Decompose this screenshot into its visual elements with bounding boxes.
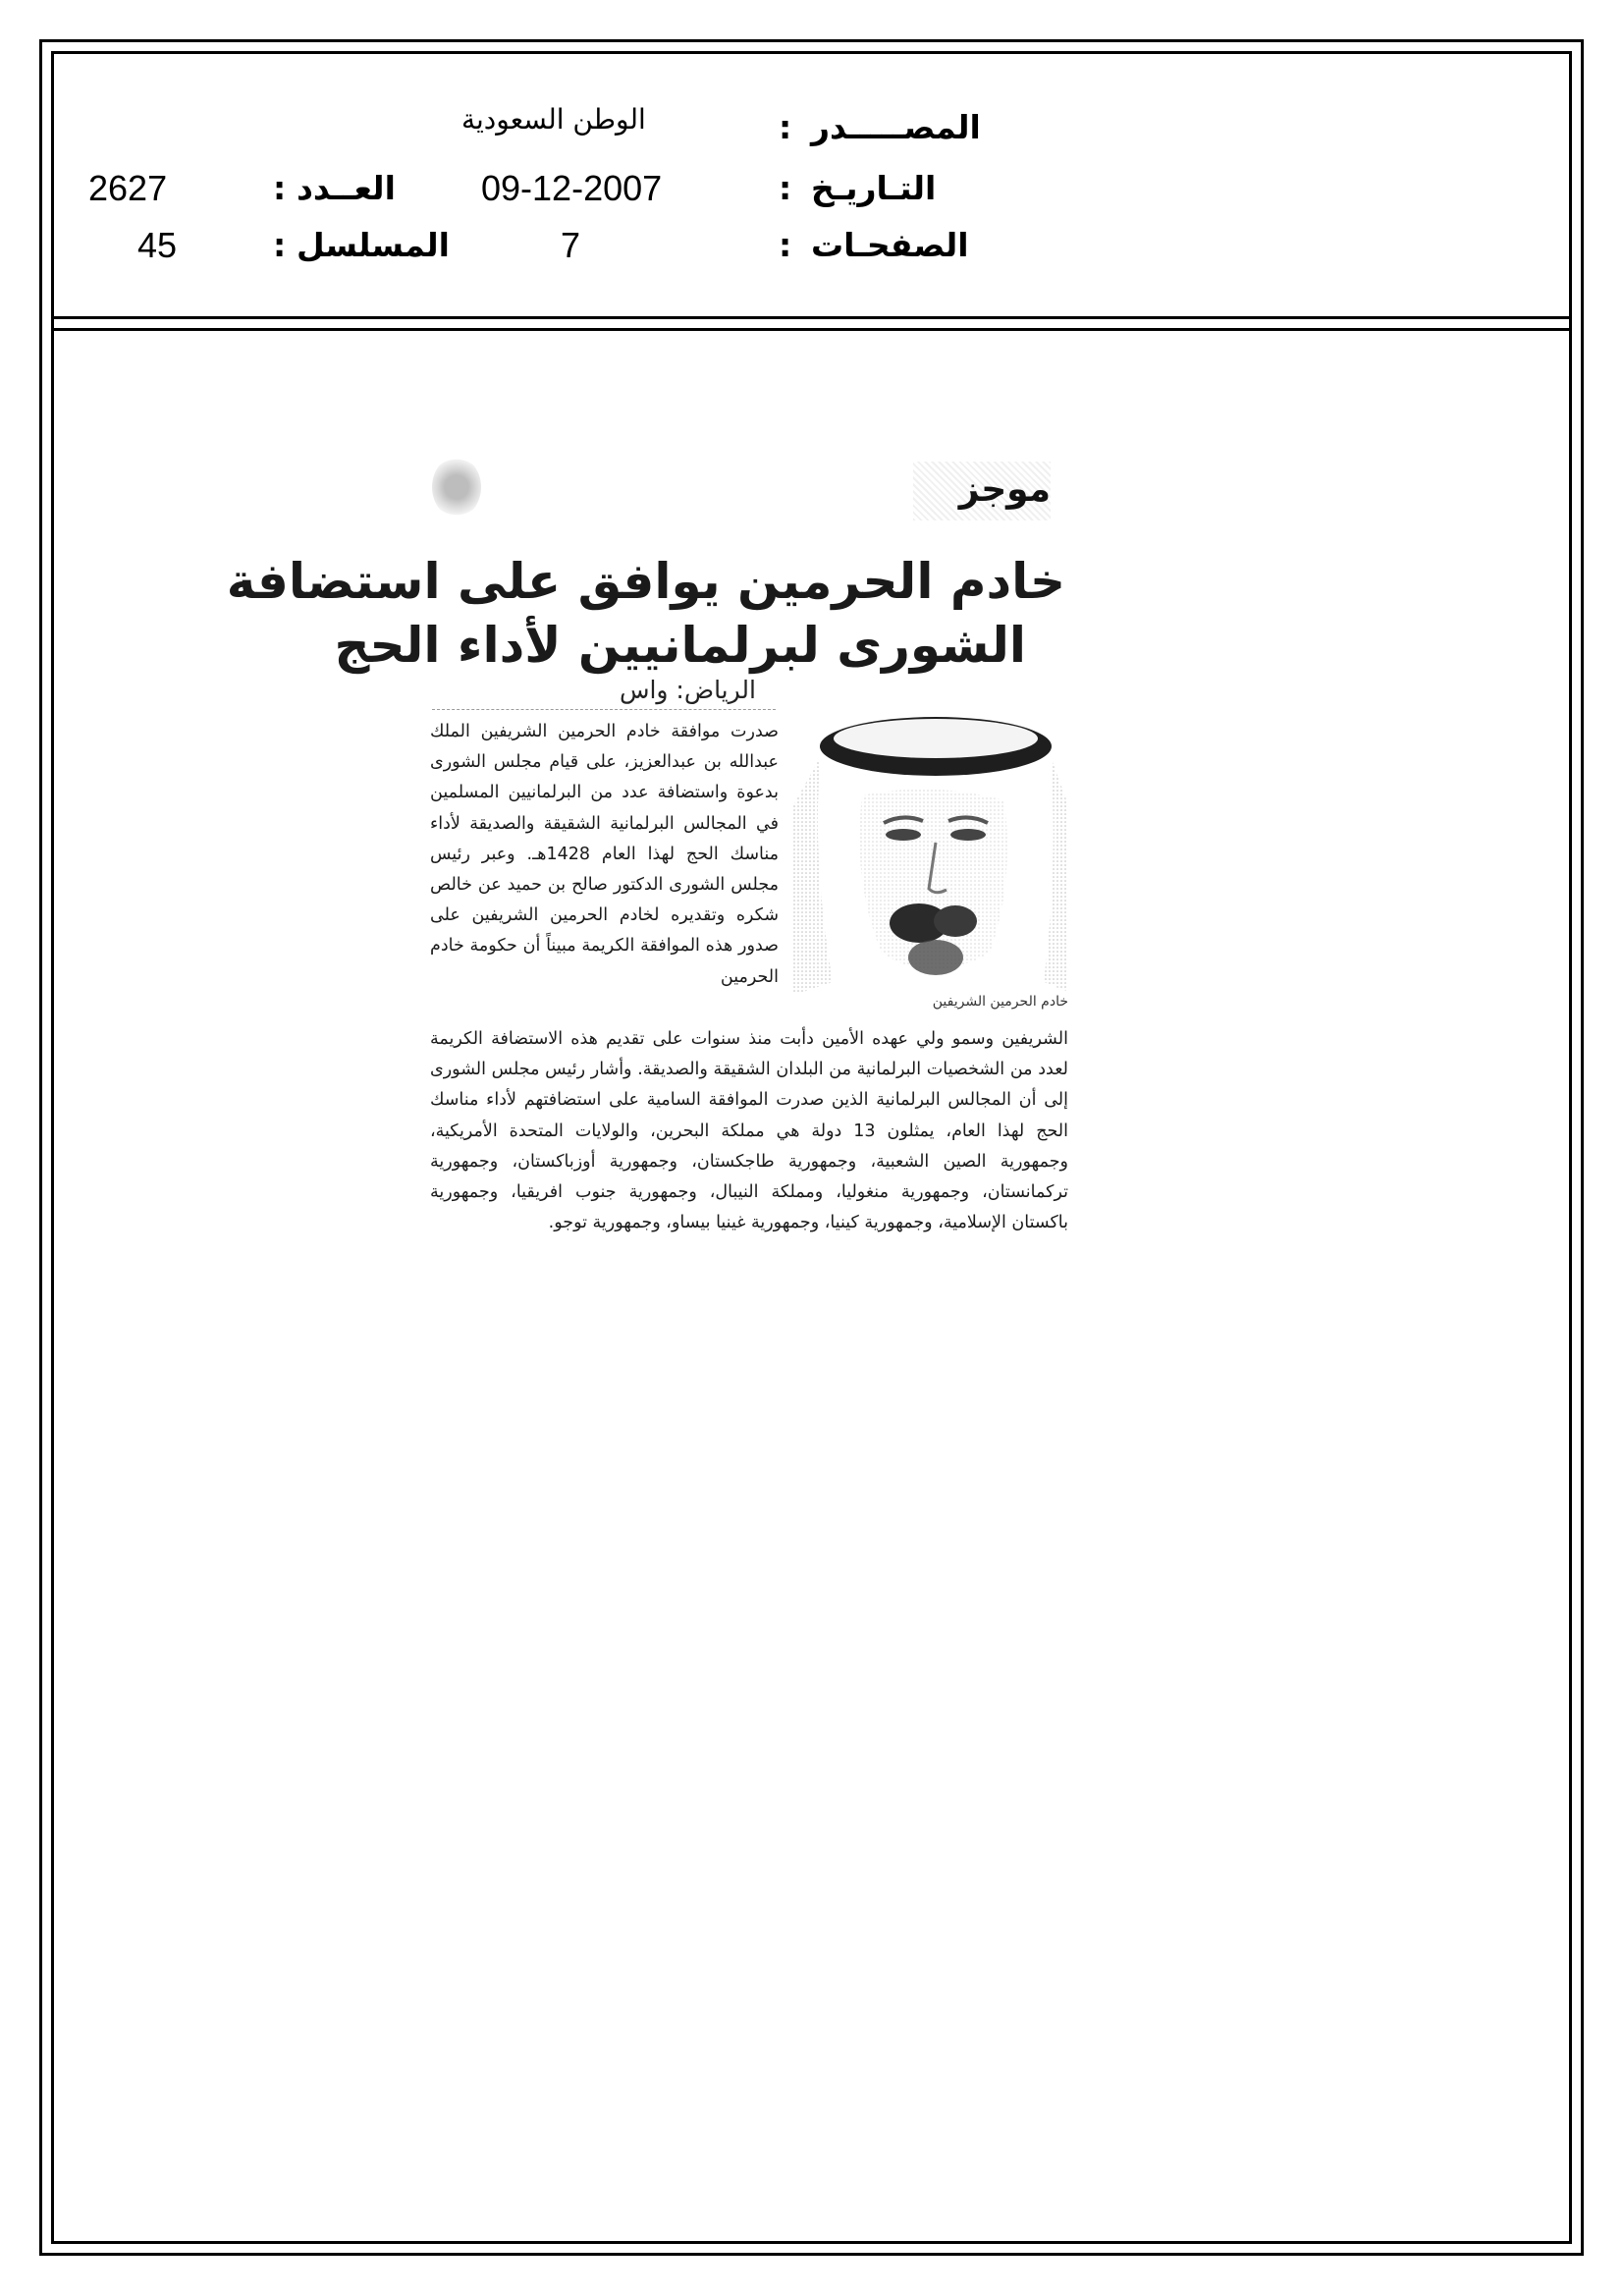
- serial-label: المسلسل: [297, 226, 450, 264]
- serial-colon: :: [273, 226, 287, 264]
- issue-colon: :: [273, 169, 287, 207]
- source-label: المصـــــدر: [811, 108, 981, 146]
- photo-caption: خادم الحرمين الشريفين: [932, 994, 1068, 1010]
- date-label: التـاريـخ: [811, 169, 937, 207]
- issue-label: العــدد: [297, 169, 396, 207]
- section-kicker: موجز: [913, 462, 1051, 520]
- date-value: 09-12-2007: [481, 168, 663, 208]
- article-byline: الرياض: واس: [619, 676, 756, 704]
- article-body-column: صدرت موافقة خادم الحرمين الشريفين الملك عبدالله بن عبدالعزيز، على قيام مجلس الشورى بدعوة واستضافة عدد من البرلمانيين المسلمين في المجالس البرلمانية الشقيقة والصديقة لأداء مناسك الحج لهذا العام 1428هـ. وعبر رئيس مجلس الشورى الدكتور صالح بن حميد عن خالص شكره وتقديره لخادم الحرمين الشريفين على صدور هذه الموافقة الكريمة مبيناً أن حكومة خادم الحرمين: [430, 722, 779, 987]
- header-divider: [51, 316, 1572, 319]
- source-colon: :: [779, 108, 792, 146]
- article-headline-line1: خادم الحرمين يوافق على استضافة: [226, 553, 1065, 610]
- portrait-illustration: [793, 687, 1068, 992]
- date-colon: :: [779, 169, 792, 207]
- issue-value: 2627: [88, 168, 168, 208]
- portrait-photo: [793, 687, 1068, 992]
- source-value: الوطن السعودية: [461, 103, 646, 136]
- pages-label: الصفحـات: [811, 226, 969, 264]
- pages-colon: :: [779, 226, 792, 264]
- byline-divider: [432, 709, 776, 710]
- pages-value: 7: [561, 225, 581, 265]
- serial-value: 45: [137, 225, 178, 265]
- article-headline-line2: الشورى لبرلمانيين لأداء الحج: [334, 617, 1026, 674]
- halftone-dot-ornament: [432, 457, 481, 518]
- header-divider-double: [51, 328, 1572, 331]
- article-body-fullwidth: الشريفين وسمو ولي عهده الأمين دأبت منذ سنوات على تقديم هذه الاستضافة الكريمة لعدد من الشخصيات البرلمانية من البلدان الشقيقة والصديقة. وأشار رئيس مجلس الشورى إلى أن المجالس البرلمانية الذين صدرت الموافقة السامية على استضافتهم لأداء مناسك الحج لهذا العام، يمثلون 13 دولة هي مملكة البحرين، والولايات المتحدة الأمريكية، وجمهورية الصين الشعبية، وجمهورية طاجكستان، وجمهورية أوزباكستان، وجمهورية تركمانستان، وجمهورية منغوليا، ومملكة النيبال، وجمهورية جنوب افريقيا، وجمهورية باكستان الإسلامية، وجمهورية كينيا، وجمهورية غينيا بيساو، وجمهورية توجو.: [430, 1029, 1068, 1233]
